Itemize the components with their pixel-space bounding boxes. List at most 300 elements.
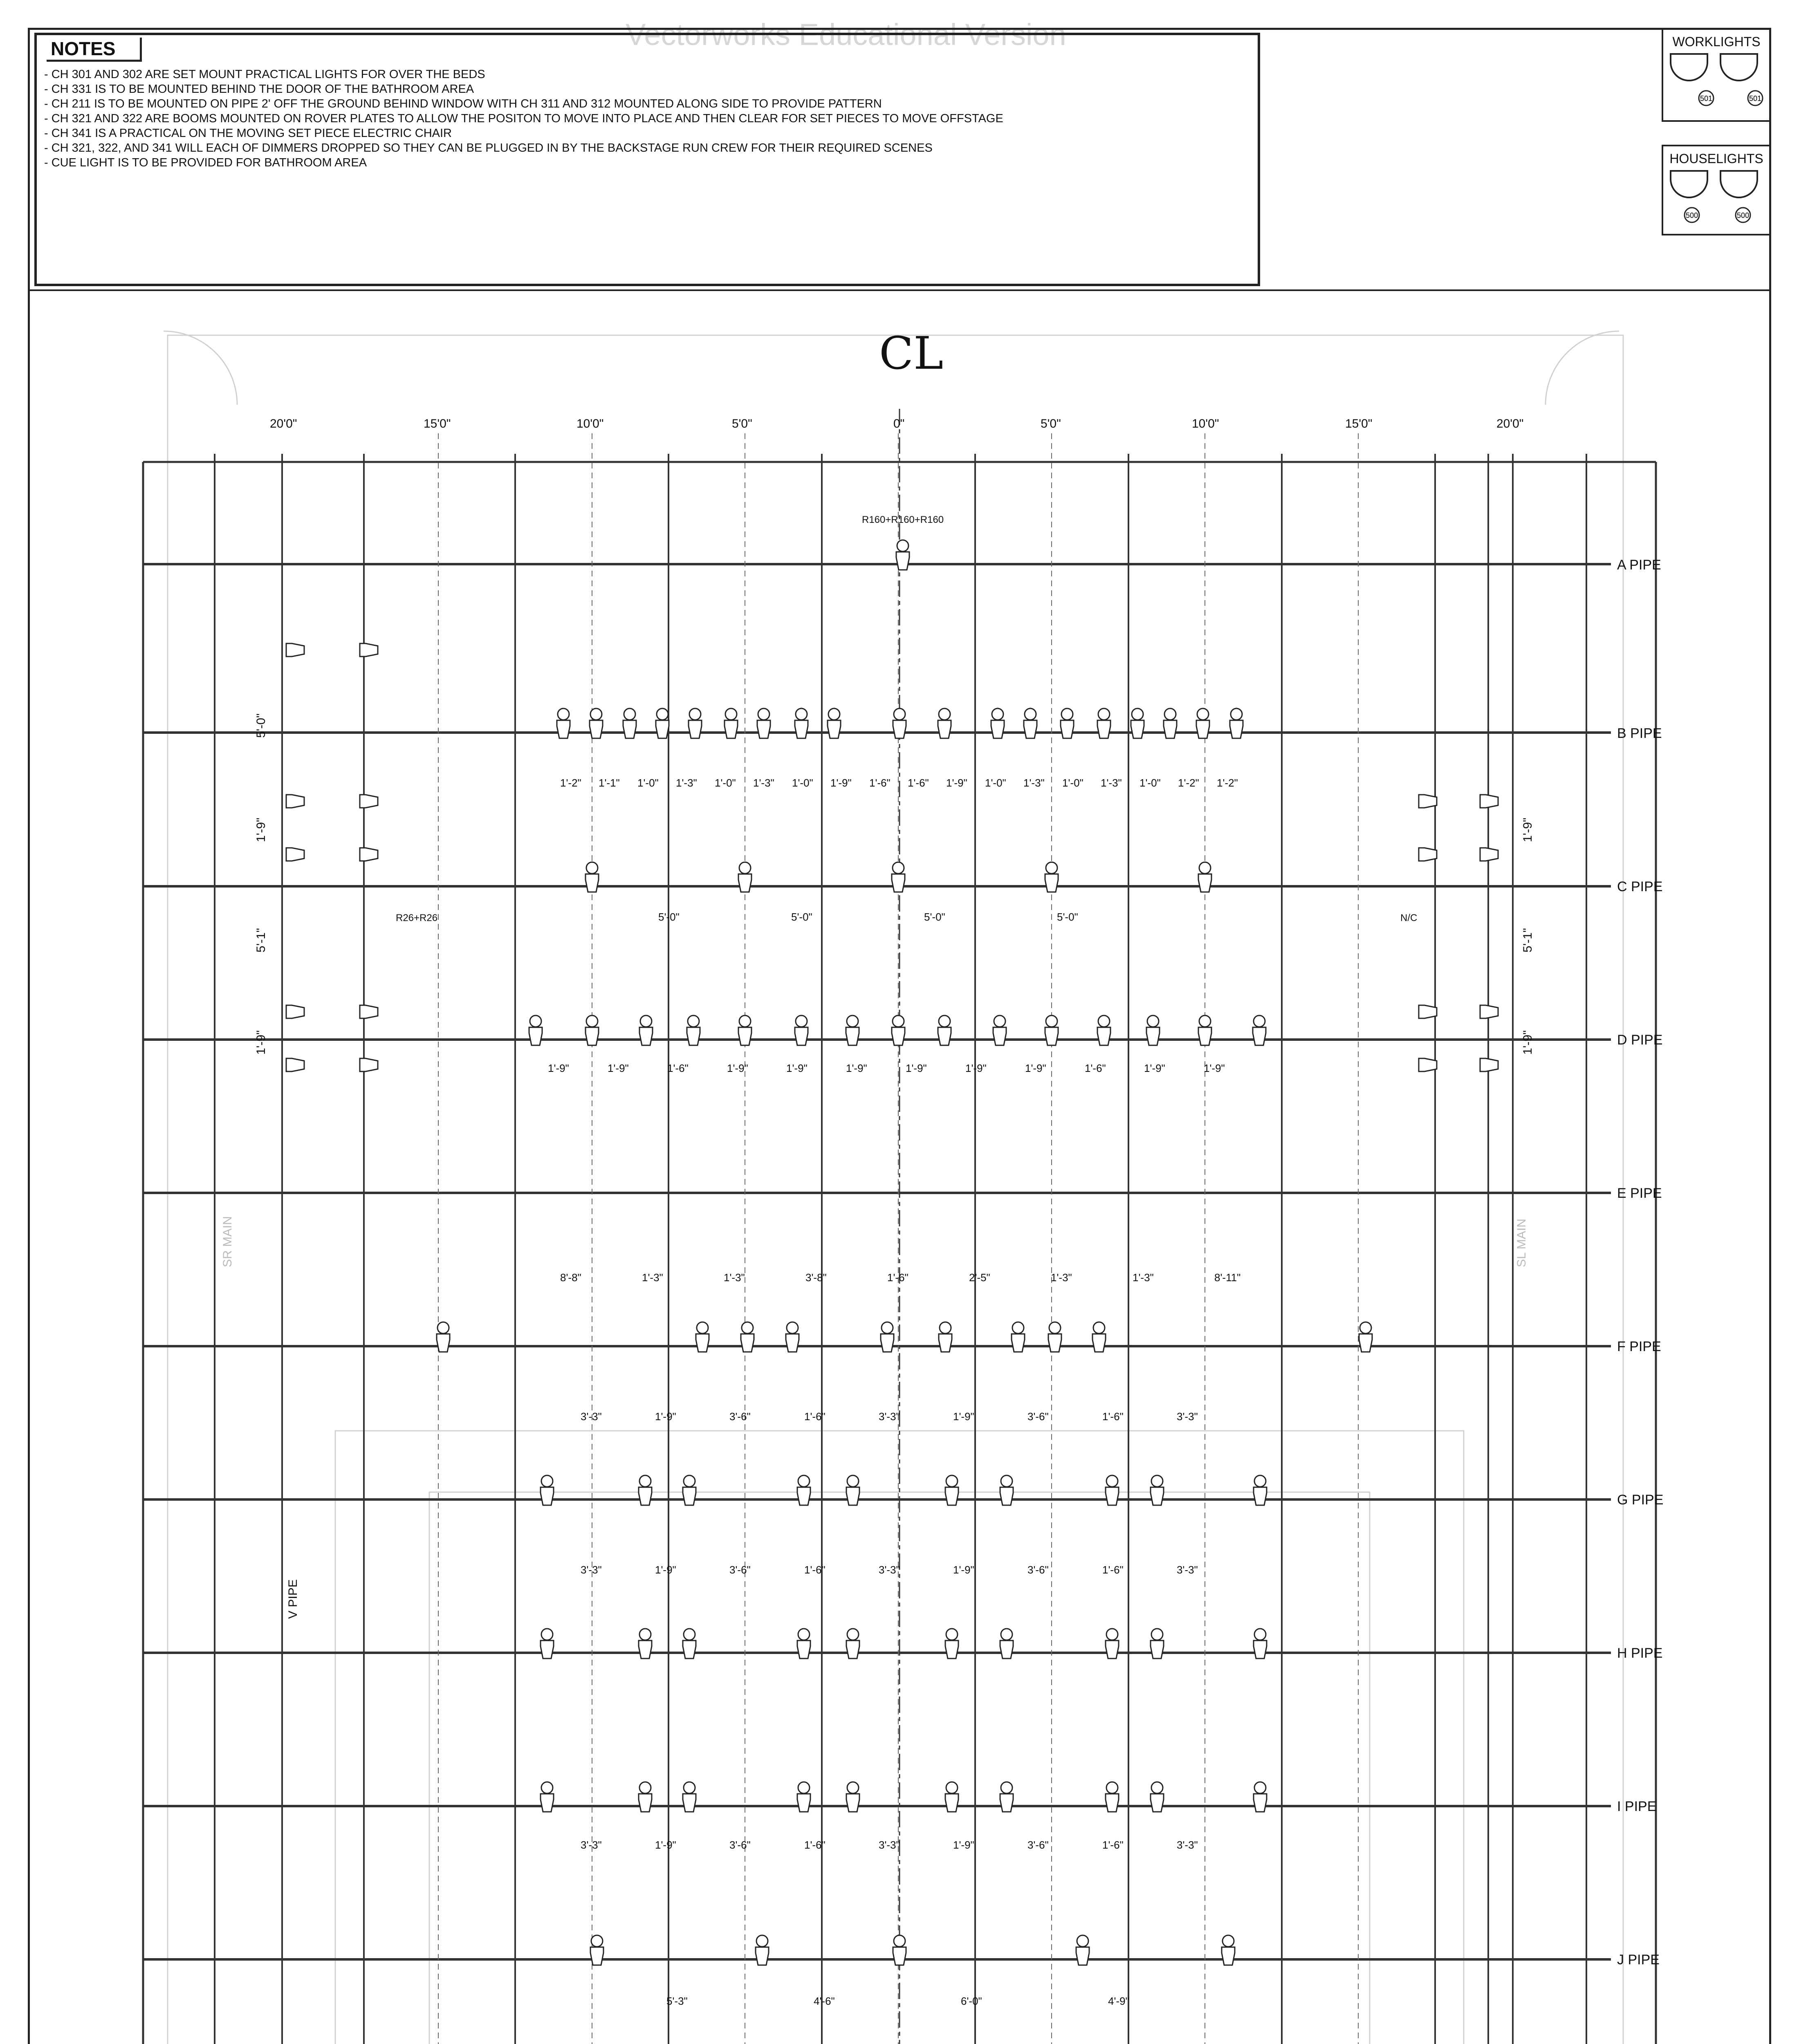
lighting-unit xyxy=(1198,1015,1211,1045)
dimension-label: 3'-8" xyxy=(805,1271,827,1284)
unit-body xyxy=(1146,1027,1160,1045)
channel-circle xyxy=(798,1782,810,1793)
unit-body xyxy=(585,1027,599,1045)
lighting-unit xyxy=(1254,1782,1267,1812)
channel-circle xyxy=(739,1015,751,1027)
unit-body xyxy=(1198,874,1211,892)
lighting-unit xyxy=(846,1629,859,1659)
channel-circle xyxy=(847,1782,859,1793)
unit-body xyxy=(797,1794,810,1812)
channel-circle xyxy=(742,1322,753,1334)
lighting-unit xyxy=(1048,1322,1061,1352)
note-line: - CH 321 AND 322 ARE BOOMS MOUNTED ON ROVER PLATES TO ALLOW THE POSITON TO MOVE INTO PLACE AND THEN CLEAR FOR SET PIECES TO MOVE OFFSTAGE xyxy=(44,112,1003,125)
ruler-mark: 15'0" xyxy=(424,417,451,430)
dimension-label: 1'-6" xyxy=(869,777,891,789)
channel-circle xyxy=(1147,1015,1159,1027)
dimension-label: 3'-6" xyxy=(1027,1564,1049,1576)
side-dim: 5'-0" xyxy=(254,713,268,738)
lighting-unit xyxy=(687,1015,700,1045)
unit-body xyxy=(623,720,636,738)
dimension-label: 1'-2" xyxy=(1217,777,1238,789)
lighting-unit xyxy=(741,1322,754,1352)
dimension-label: 1'-9" xyxy=(846,1062,867,1074)
lighting-unit xyxy=(696,1322,709,1352)
lighting-unit xyxy=(541,1629,554,1659)
lighting-unit xyxy=(1045,862,1058,892)
dimension-label: 1'-9" xyxy=(655,1410,676,1423)
boom-unit xyxy=(1419,848,1437,861)
unit-body xyxy=(286,848,304,861)
channel-circle xyxy=(1151,1629,1163,1640)
channel-circle xyxy=(1025,708,1036,720)
channel-circle xyxy=(1254,1629,1266,1640)
dimension-label: 3'-3" xyxy=(879,1839,900,1851)
lighting-unit xyxy=(1097,1015,1110,1045)
unit-body xyxy=(938,720,951,738)
channel-circle xyxy=(1231,708,1242,720)
lighting-unit xyxy=(1198,862,1211,892)
lighting-unit xyxy=(1024,708,1037,738)
dimension-label: 4'-9" xyxy=(1108,1995,1129,2007)
lighting-unit xyxy=(585,1015,599,1045)
channel-circle xyxy=(796,708,807,720)
unit-body xyxy=(893,720,906,738)
lighting-unit xyxy=(846,1782,859,1812)
unit-body xyxy=(846,1641,859,1659)
unit-body xyxy=(639,1027,653,1045)
boom-unit xyxy=(286,643,304,657)
unit-body xyxy=(797,1641,810,1659)
unit-body xyxy=(656,720,669,738)
channel-circle xyxy=(897,540,908,551)
boom-unit xyxy=(1480,795,1498,808)
unit-body xyxy=(687,1027,700,1045)
channel-circle xyxy=(1061,708,1073,720)
channel-circle xyxy=(590,708,602,720)
channel-circle xyxy=(882,1322,893,1334)
dimension-label: 1'-9" xyxy=(1144,1062,1165,1074)
pipe-label: E PIPE xyxy=(1617,1186,1662,1201)
ruler-top xyxy=(0,417,1799,437)
lighting-unit xyxy=(893,708,906,738)
boom-unit xyxy=(286,1005,304,1018)
unit-body xyxy=(557,720,570,738)
channel-circle xyxy=(798,1629,810,1640)
lighting-unit xyxy=(945,1475,958,1505)
channel-circle xyxy=(1223,1935,1234,1947)
ruler-mark: 20'0" xyxy=(1496,417,1524,430)
channel-circle xyxy=(437,1322,449,1334)
unit-body xyxy=(639,1487,652,1505)
unit-body xyxy=(1480,1005,1498,1018)
boom-unit xyxy=(286,795,304,808)
pipe-label: I PIPE xyxy=(1617,1799,1657,1814)
channel-circle xyxy=(893,1015,904,1027)
dimension-label: 1'-6" xyxy=(908,777,929,789)
unit-body xyxy=(1253,1027,1266,1045)
dimension-label: 1'-9" xyxy=(946,777,967,789)
channel-circle xyxy=(739,862,751,874)
channel-circle xyxy=(688,1015,699,1027)
lighting-unit xyxy=(892,1015,905,1045)
lighting-unit xyxy=(938,708,951,738)
lighting-unit xyxy=(738,1015,751,1045)
lighting-unit xyxy=(639,1782,652,1812)
pipe-label: F PIPE xyxy=(1617,1339,1661,1354)
pipe-label: J PIPE xyxy=(1617,1952,1660,1968)
channel-circle xyxy=(1001,1629,1012,1640)
unit-body xyxy=(541,1794,554,1812)
dimension-label: 1'-9" xyxy=(548,1062,569,1074)
channel-circle xyxy=(1106,1629,1118,1640)
lighting-unit xyxy=(846,1015,859,1045)
side-dim: 1'-9" xyxy=(254,818,268,842)
dimension-label: 1'-0" xyxy=(985,777,1006,789)
lighting-unit xyxy=(683,1475,696,1505)
unit-body xyxy=(360,1005,378,1018)
lighting-unit xyxy=(529,1015,542,1045)
channel-circle xyxy=(639,1475,651,1487)
channel-circle xyxy=(624,708,635,720)
boom-unit xyxy=(286,1058,304,1071)
houselight-channel: 500 xyxy=(1685,211,1698,220)
pipe-label: B PIPE xyxy=(1617,726,1662,741)
channel-circle xyxy=(640,1015,652,1027)
lighting-unit xyxy=(1151,1629,1164,1659)
unit-body xyxy=(1151,1794,1164,1812)
unit-body xyxy=(696,1334,709,1352)
unit-body xyxy=(1419,1058,1437,1071)
dimension-label: 1'-6" xyxy=(1085,1062,1106,1074)
channel-circle xyxy=(847,1475,859,1487)
channel-circle xyxy=(725,708,737,720)
dimension-label: 1'-9" xyxy=(1204,1062,1225,1074)
lighting-unit xyxy=(1254,1629,1267,1659)
note-line: - CH 331 IS TO BE MOUNTED BEHIND THE DOOR OF THE BATHROOM AREA xyxy=(44,83,474,96)
lighting-unit xyxy=(738,862,751,892)
lighting-unit xyxy=(689,708,702,738)
unit-body xyxy=(1480,795,1498,808)
channel-circle xyxy=(828,708,840,720)
ruler-mark: 5'0" xyxy=(1041,417,1061,430)
unit-body xyxy=(683,1794,696,1812)
channel-circle xyxy=(893,862,904,874)
unit-body xyxy=(1222,1947,1235,1965)
unit-body xyxy=(797,1487,810,1505)
channel-circle xyxy=(1199,1015,1211,1027)
dimension-label: 5'-0" xyxy=(658,911,680,923)
lighting-unit xyxy=(757,708,770,738)
dimension-label: 1'-0" xyxy=(1062,777,1083,789)
unit-body xyxy=(1196,720,1209,738)
channel-circle xyxy=(796,1015,807,1027)
lighting-unit xyxy=(1164,708,1177,738)
channel-circle xyxy=(639,1782,651,1793)
note-line: - CH 321, 322, AND 341 WILL EACH OF DIMMERS DROPPED SO THEY CAN BE PLUGGED IN BY THE BACKSTAGE RUN CREW FOR THEIR REQUIRED SCENES xyxy=(44,141,933,155)
lighting-unit xyxy=(683,1629,696,1659)
lighting-unit xyxy=(1230,708,1243,738)
unit-body xyxy=(683,1487,696,1505)
unit-body xyxy=(683,1641,696,1659)
unit-body xyxy=(892,1027,905,1045)
dimension-label: 1'-9" xyxy=(953,1410,974,1423)
lighting-unit xyxy=(828,708,841,738)
channel-circle xyxy=(894,1935,905,1947)
dimension-label: 1'-9" xyxy=(786,1062,808,1074)
dimension-label: 3'-3" xyxy=(1177,1410,1198,1423)
unit-body xyxy=(585,874,599,892)
channel-circle xyxy=(946,1629,958,1640)
unit-body xyxy=(1061,720,1074,738)
lighting-unit xyxy=(1000,1782,1013,1812)
unit-body xyxy=(1254,1487,1267,1505)
lighting-unit xyxy=(786,1322,799,1352)
channel-circle xyxy=(894,708,905,720)
channel-circle xyxy=(684,1782,695,1793)
unit-body xyxy=(1000,1487,1013,1505)
side-dim: 5'-1" xyxy=(1521,928,1534,953)
channel-circle xyxy=(1151,1475,1163,1487)
dimension-label: 1'-6" xyxy=(1102,1839,1124,1851)
boom-unit xyxy=(1419,1058,1437,1071)
dimension-label: 1'-9" xyxy=(1025,1062,1046,1074)
dimension-label: 5'-0" xyxy=(791,911,812,923)
unit-body xyxy=(1254,1794,1267,1812)
lighting-unit xyxy=(1151,1475,1164,1505)
unit-body xyxy=(541,1641,554,1659)
unit-body xyxy=(1106,1641,1119,1659)
dimension-label: 1'-9" xyxy=(608,1062,629,1074)
dimension-label: 1'-3" xyxy=(753,777,774,789)
channel-circle xyxy=(1049,1322,1061,1334)
pipe-label: A PIPE xyxy=(1617,557,1661,573)
lighting-unit xyxy=(1097,708,1110,738)
channel-circle xyxy=(684,1629,695,1640)
channel-circle xyxy=(992,708,1003,720)
lighting-unit xyxy=(656,708,669,738)
boom-unit xyxy=(360,795,378,808)
unit-body xyxy=(1230,720,1243,738)
boom-unit xyxy=(286,848,304,861)
channel-circle xyxy=(994,1015,1005,1027)
lighting-unit xyxy=(1045,1015,1058,1045)
lighting-unit xyxy=(945,1629,958,1659)
dimension-label: 1'-3" xyxy=(1101,777,1122,789)
boom-unit xyxy=(1419,795,1437,808)
note-line: - CH 211 IS TO BE MOUNTED ON PIPE 2' OFF THE GROUND BEHIND WINDOW WITH CH 311 AND 312 MOUNTED ALONG SIDE TO PROVIDE PATTERN xyxy=(44,97,882,110)
dimension-label: 3'-6" xyxy=(729,1839,751,1851)
dimension-label: 2'-5" xyxy=(969,1271,990,1284)
unit-body xyxy=(1131,720,1144,738)
channel-circle xyxy=(1164,708,1176,720)
channel-circle xyxy=(847,1015,858,1027)
unit-body xyxy=(945,1487,958,1505)
ruler-mark: 15'0" xyxy=(1345,417,1373,430)
pipe-label: D PIPE xyxy=(1617,1032,1663,1048)
channel-circle xyxy=(639,1629,651,1640)
channel-circle xyxy=(1012,1322,1024,1334)
ruler-mark: 5'0" xyxy=(732,417,752,430)
unit-body xyxy=(1012,1334,1025,1352)
lighting-unit xyxy=(1092,1322,1106,1352)
unit-body xyxy=(846,1794,859,1812)
lighting-unit xyxy=(725,708,738,738)
dimension-label: 1'-0" xyxy=(637,777,659,789)
dimension-label: 3'-3" xyxy=(581,1839,602,1851)
unit-body xyxy=(738,1027,751,1045)
dimension-label: 3'-6" xyxy=(729,1564,751,1576)
lighting-unit xyxy=(639,1629,652,1659)
dimension-label: 1'-9" xyxy=(727,1062,748,1074)
notes-title: NOTES xyxy=(47,38,142,62)
unit-body xyxy=(360,643,378,657)
channel-circle xyxy=(939,1015,950,1027)
unit-body xyxy=(881,1334,894,1352)
unit-body xyxy=(846,1027,859,1045)
unit-body xyxy=(1151,1641,1164,1659)
channel-circle xyxy=(591,1935,603,1947)
lighting-unit xyxy=(1222,1935,1235,1965)
channel-circle xyxy=(1046,862,1057,874)
lighting-unit xyxy=(892,862,905,892)
dimension-label: 5'-3" xyxy=(666,1995,688,2007)
note-line: - CH 341 IS A PRACTICAL ON THE MOVING SET PIECE ELECTRIC CHAIR xyxy=(44,127,452,140)
dimension-label: 1'-1" xyxy=(599,777,620,789)
lighting-unit xyxy=(1254,1475,1267,1505)
worklight-channel: 501 xyxy=(1700,94,1713,103)
boom-unit xyxy=(1480,1058,1498,1071)
lighting-unit xyxy=(893,1935,906,1965)
lighting-unit xyxy=(590,1935,603,1965)
channel-circle xyxy=(1001,1475,1012,1487)
lighting-unit xyxy=(795,1015,808,1045)
lighting-unit xyxy=(1000,1475,1013,1505)
unit-body xyxy=(1480,848,1498,861)
unit-body xyxy=(360,795,378,808)
vpipe-label: V PIPE xyxy=(286,1579,300,1619)
dimension-label: 1'-3" xyxy=(676,777,697,789)
lighting-unit xyxy=(756,1935,769,1965)
unit-body xyxy=(892,874,905,892)
dimension-label: 1'-6" xyxy=(804,1410,825,1423)
dimension-label: 1'-3" xyxy=(642,1271,663,1284)
channel-circle xyxy=(1106,1475,1118,1487)
dimension-label: 1'-6" xyxy=(1102,1564,1124,1576)
lighting-unit xyxy=(797,1475,810,1505)
unit-body xyxy=(945,1794,958,1812)
lighting-unit xyxy=(437,1322,450,1352)
centerline-top: CL xyxy=(879,327,944,379)
note-line: - CUE LIGHT IS TO BE PROVIDED FOR BATHROOM AREA xyxy=(44,156,367,169)
lighting-unit xyxy=(1106,1629,1119,1659)
channel-circle xyxy=(798,1475,810,1487)
dimension-label: 3'-3" xyxy=(581,1564,602,1576)
ruler-mark: 10'0" xyxy=(1192,417,1219,430)
a-pipe-unit xyxy=(896,540,909,570)
unit-body xyxy=(1106,1794,1119,1812)
unit-body xyxy=(1045,874,1058,892)
pipe-label: C PIPE xyxy=(1617,879,1663,894)
lighting-unit xyxy=(541,1475,554,1505)
dimension-label: 1'-9" xyxy=(953,1564,974,1576)
lighting-unit xyxy=(938,1015,951,1045)
unit-body xyxy=(1024,720,1037,738)
unit-body xyxy=(993,1027,1006,1045)
dimension-label: 1'-0" xyxy=(792,777,813,789)
channel-circle xyxy=(697,1322,708,1334)
channel-circle xyxy=(1093,1322,1105,1334)
unit-body xyxy=(1045,1027,1058,1045)
channel-circle xyxy=(946,1475,958,1487)
channel-circle xyxy=(1098,708,1110,720)
lighting-unit xyxy=(945,1782,958,1812)
unit-body xyxy=(1097,720,1110,738)
dimension-label: 1'-6" xyxy=(804,1564,825,1576)
lighting-unit xyxy=(1196,708,1209,738)
unit-body xyxy=(939,1334,952,1352)
dimension-label: 1'-6" xyxy=(667,1062,689,1074)
dimension-label: 1'-3" xyxy=(1133,1271,1154,1284)
lighting-unit xyxy=(1146,1015,1160,1045)
unit-body xyxy=(1106,1487,1119,1505)
lighting-unit xyxy=(795,708,808,738)
lighting-unit xyxy=(585,862,599,892)
lighting-unit xyxy=(881,1322,894,1352)
lighting-unit xyxy=(846,1475,859,1505)
lighting-unit xyxy=(1061,708,1074,738)
unit-body xyxy=(286,643,304,657)
lighting-unit xyxy=(1106,1475,1119,1505)
dimension-label: 3'-3" xyxy=(1177,1839,1198,1851)
unit-body xyxy=(529,1027,542,1045)
unit-body xyxy=(738,874,751,892)
unit-body xyxy=(795,720,808,738)
unit-body xyxy=(741,1334,754,1352)
channel-circle xyxy=(541,1782,553,1793)
unit-body xyxy=(1359,1334,1372,1352)
channel-circle xyxy=(1098,1015,1110,1027)
dimension-label: 1'-9" xyxy=(655,1839,676,1851)
dimension-label: 4'-6" xyxy=(814,1995,835,2007)
unit-body xyxy=(945,1641,958,1659)
channel-circle xyxy=(847,1629,859,1640)
unit-body xyxy=(1198,1027,1211,1045)
dimension-label: 3'-3" xyxy=(1177,1564,1198,1576)
unit-body xyxy=(846,1487,859,1505)
dimension-label: 3'-6" xyxy=(1027,1839,1049,1851)
dimension-label: 6'-0" xyxy=(961,1995,982,2007)
note-line: - CH 301 AND 302 ARE SET MOUNT PRACTICAL LIGHTS FOR OVER THE BEDS xyxy=(44,68,485,81)
dimension-label: 1'-0" xyxy=(1140,777,1161,789)
unit-body xyxy=(991,720,1004,738)
dimension-label: 1'-3" xyxy=(1051,1271,1072,1284)
sr-main-label: SR MAIN xyxy=(221,1216,234,1267)
unit-body xyxy=(1151,1487,1164,1505)
unit-body xyxy=(437,1334,450,1352)
unit-body xyxy=(795,1027,808,1045)
channel-circle xyxy=(1360,1322,1371,1334)
lighting-unit xyxy=(939,1322,952,1352)
unit-body xyxy=(1097,1027,1110,1045)
boom-unit xyxy=(1480,1005,1498,1018)
lighting-unit xyxy=(1076,1935,1089,1965)
unit-body xyxy=(1419,1005,1437,1018)
unit-body xyxy=(896,552,909,570)
unit-body xyxy=(590,720,603,738)
dimension-label: 1'-9" xyxy=(953,1839,974,1851)
unit-body xyxy=(286,1005,304,1018)
boom-unit xyxy=(1419,1005,1437,1018)
